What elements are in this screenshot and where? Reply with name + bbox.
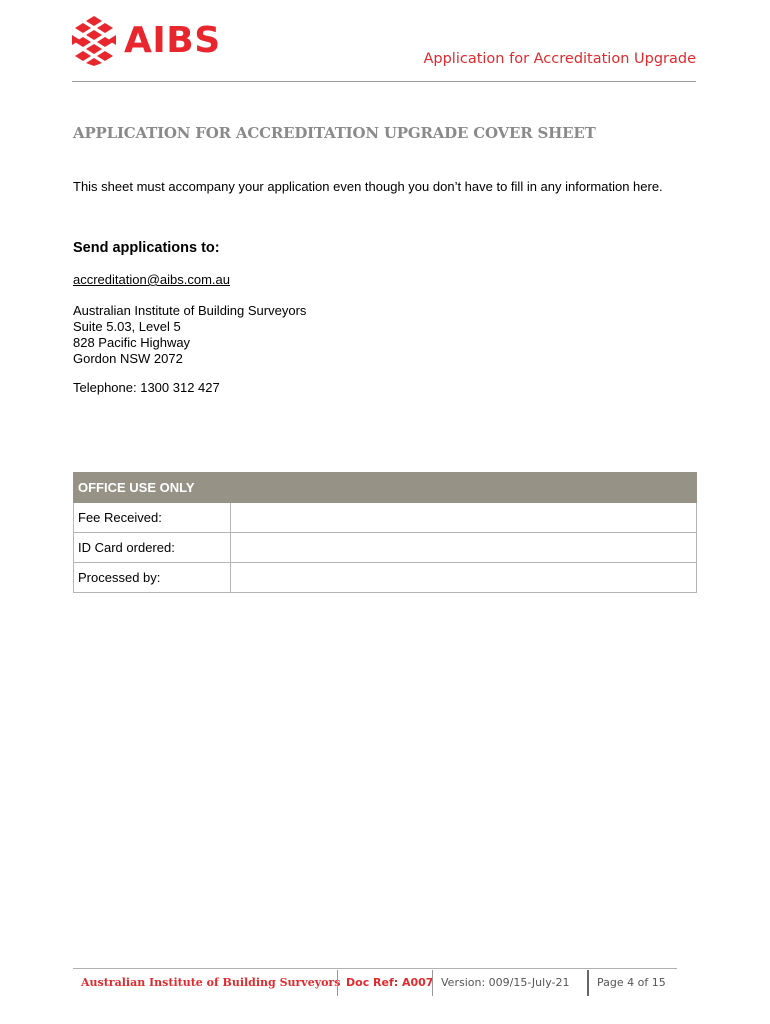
processed-by-field[interactable] (231, 563, 697, 593)
address-line: Gordon NSW 2072 (73, 351, 183, 366)
page-footer (73, 970, 674, 996)
table-row (74, 563, 697, 593)
page-title: APPLICATION FOR ACCREDITATION UPGRADE COVER SHEET (73, 124, 596, 142)
table-row (74, 503, 697, 533)
postal-address (73, 303, 306, 367)
telephone: Telephone: 1300 312 427 (73, 380, 220, 395)
footer-divider (73, 968, 677, 969)
id-card-ordered-label: ID Card ordered: (74, 533, 231, 563)
footer-page-number: Page 4 of 15 (587, 970, 674, 996)
address-line: Suite 5.03, Level 5 (73, 319, 181, 334)
id-card-ordered-field[interactable] (231, 533, 697, 563)
email-link[interactable]: accreditation@aibs.com.au (73, 272, 230, 287)
logo-text: AIBS (124, 20, 221, 61)
footer-doc-ref: Doc Ref: A007 (337, 970, 432, 996)
processed-by-label: Processed by: (74, 563, 231, 593)
table-row (74, 533, 697, 563)
fee-received-label: Fee Received: (74, 503, 231, 533)
address-line: Australian Institute of Building Surveyors (73, 303, 307, 318)
aibs-logo (72, 16, 221, 66)
footer-org: Australian Institute of Building Surveyors (81, 976, 341, 989)
aibs-logo-icon (72, 16, 116, 66)
header-divider (72, 81, 696, 82)
header-title: Application for Accreditation Upgrade (423, 51, 696, 67)
address-line: 828 Pacific Highway (73, 335, 191, 350)
send-applications-heading: Send applications to: (73, 240, 220, 256)
fee-received-field[interactable] (231, 503, 697, 533)
intro-paragraph: This sheet must accompany your application even though you don’t have to fill in any information here. (73, 179, 663, 194)
footer-version: Version: 009/15-July-21 (432, 970, 587, 996)
office-use-header: OFFICE USE ONLY (74, 473, 697, 503)
office-use-table (73, 472, 697, 593)
